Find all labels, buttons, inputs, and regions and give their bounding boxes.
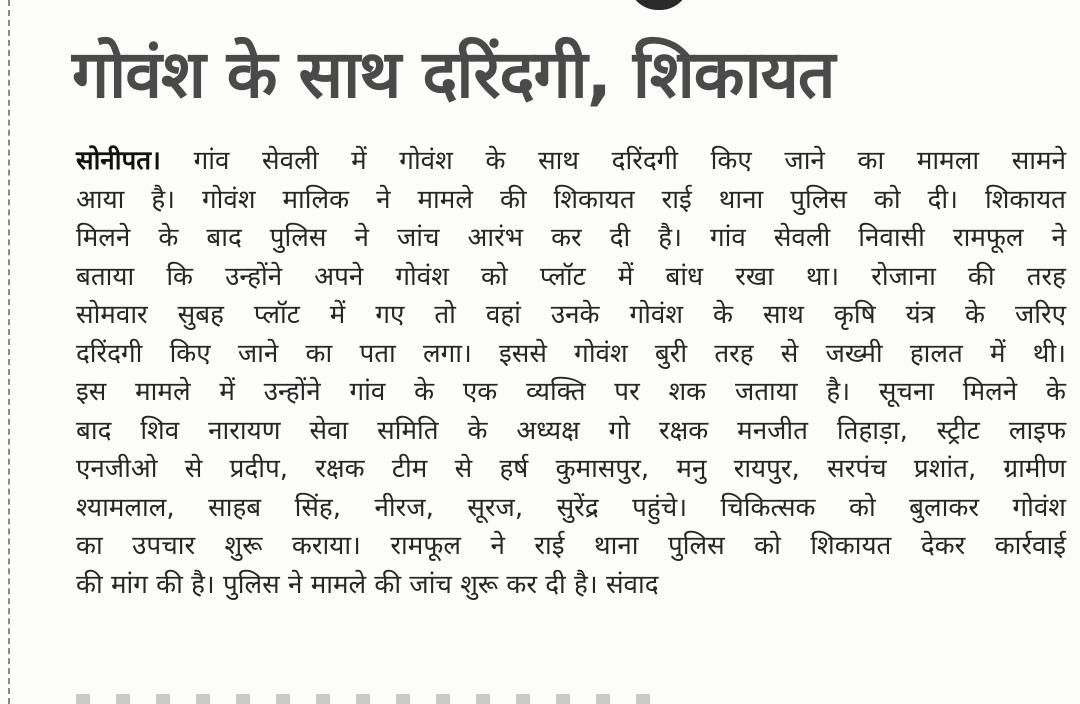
previous-article-fragment [628, 0, 690, 10]
article-line-text: गांव सेवली में गोवंश के साथ दरिंदगी किए जाने का मामला सामने [193, 146, 1066, 176]
article-line-last: की मांग की है। पुलिस ने मामले की जांच शुरू कर दी है। संवाद [76, 569, 659, 600]
article-line: का उपचार शुरू कराया। रामफूल ने राई थाना पुलिस को शिकायत देकर कार्रवाई [76, 531, 1066, 561]
article-line: बताया कि उन्होंने अपने गोवंश को प्लॉट में बांध रखा था। रोजाना की तरह [76, 261, 1066, 292]
article-line: श्यामलाल, साहब सिंह, नीरज, सूरज, सुरेंद्र पहुंचे। चिकित्सक को बुलाकर गोवंश [76, 492, 1066, 523]
clipping-cut-line [8, 0, 10, 704]
article-line: मिलने के बाद पुलिस ने जांच आरंभ कर दी है। गांव सेवली निवासी रामफूल ने [76, 223, 1066, 253]
dateline: सोनीपत। [76, 146, 161, 176]
article-line: दरिंदगी किए जाने का पता लगा। इससे गोवंश बुरी तरह से जख्मी हालत में थी। [76, 338, 1066, 369]
article-line: इस मामले में उन्होंने गांव के एक व्यक्ति पर शक जताया है। सूचना मिलने के [76, 377, 1066, 407]
headline: गोवंश के साथ दरिंदगी, शिकायत [72, 36, 835, 113]
article-line [76, 142, 1066, 181]
article-body [76, 142, 1066, 604]
article-line: बाद शिव नारायण सेवा समिति के अध्यक्ष गो रक्षक मनजीत तिहाड़ा, स्ट्रीट लाइफ [76, 415, 1066, 446]
article-line: आया है। गोवंश मालिक ने मामले की शिकायत राई थाना पुलिस को दी। शिकायत [76, 184, 1066, 215]
article-line: एनजीओ से प्रदीप, रक्षक टीम से हर्ष कुमासपुर, मनु रायपुर, सरपंच प्रशांत, ग्रामीण [76, 454, 1066, 484]
article-line: सोमवार सुबह प्लॉट में गए तो वहां उनके गोवंश के साथ कृषि यंत्र के जरिए [76, 300, 1066, 330]
next-line-fragment [76, 694, 676, 704]
